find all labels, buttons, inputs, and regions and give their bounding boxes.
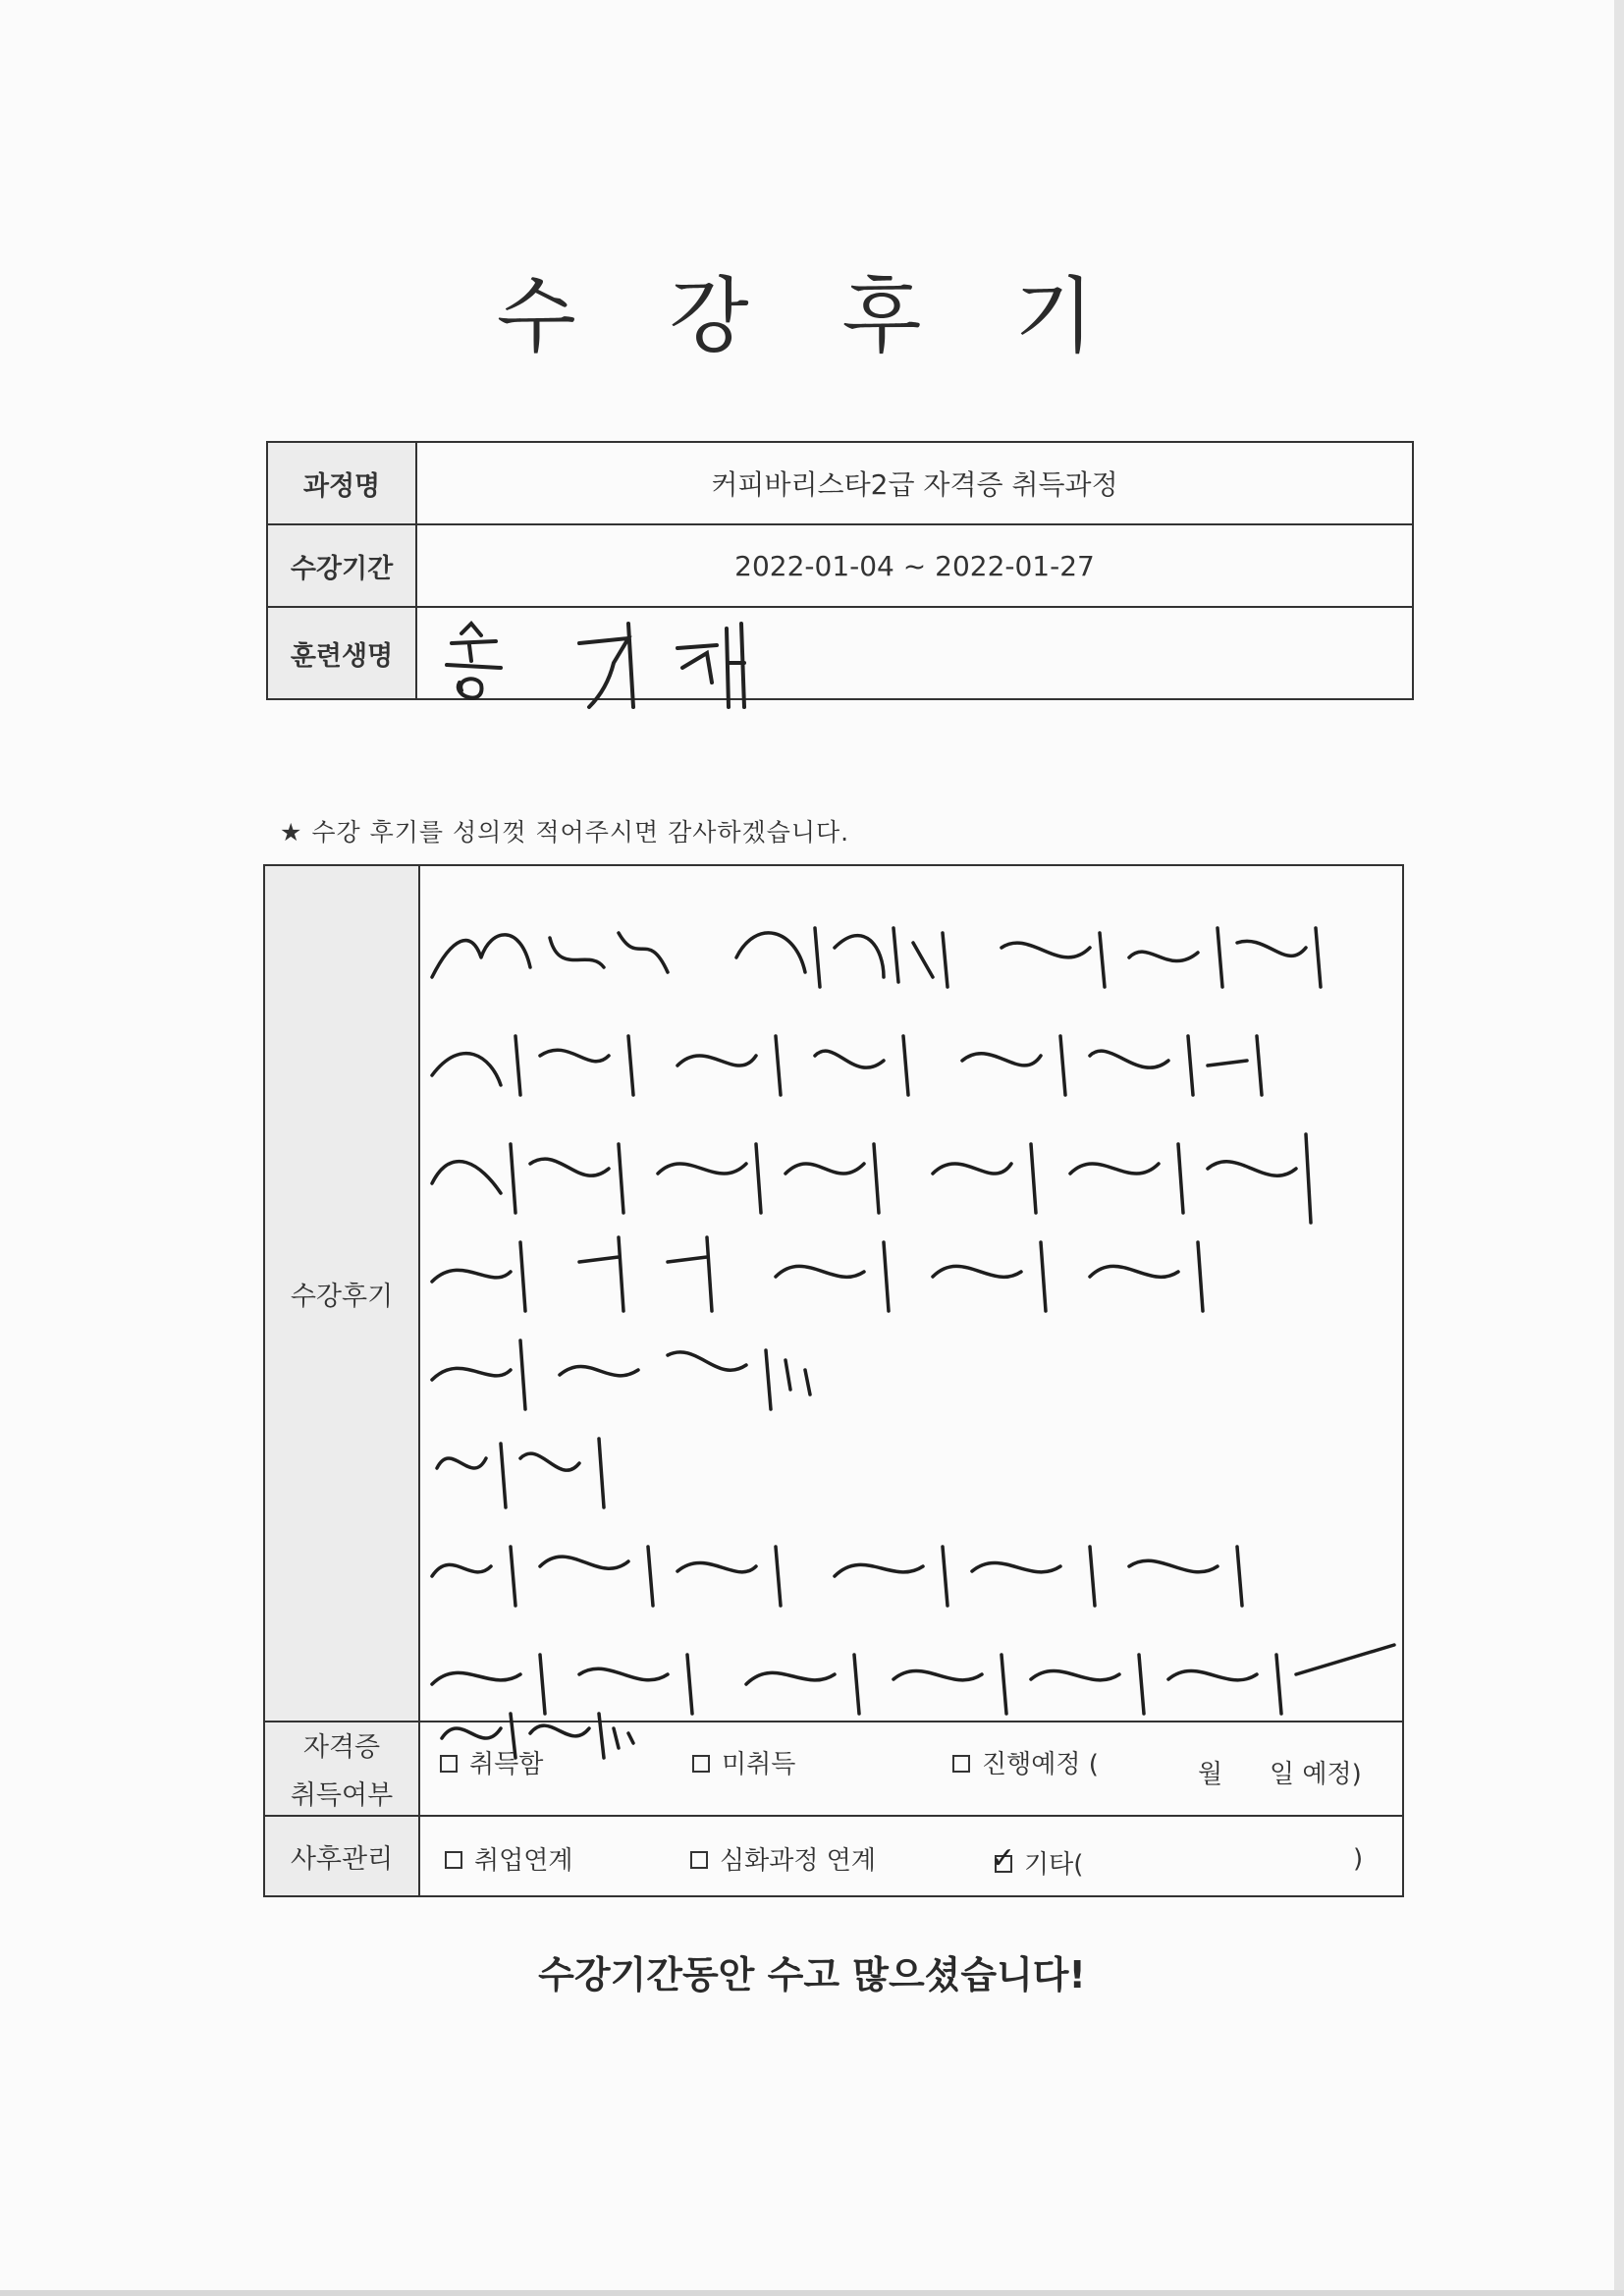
checkbox-job-link[interactable] bbox=[445, 1851, 462, 1869]
review-content-cell bbox=[419, 865, 1403, 1722]
aftercare-label: 사후관리 bbox=[264, 1816, 419, 1896]
option-job-link-label: 취업연계 bbox=[474, 1846, 573, 1876]
review-label: 수강후기 bbox=[264, 865, 419, 1722]
certificate-options bbox=[419, 1722, 1403, 1816]
course-period: 2022-01-04 ~ 2022-01-27 bbox=[416, 524, 1413, 607]
footer-message: 수강기간동안 수고 많으셨습니다! bbox=[538, 1953, 1086, 1996]
option-advanced-course[interactable] bbox=[690, 1840, 876, 1877]
check-mark-icon: ✓ bbox=[991, 1840, 1016, 1876]
trainee-signature-cell bbox=[416, 607, 1413, 699]
day-planned-label: 일 예정) bbox=[1270, 1760, 1362, 1789]
option-other-label: 기타( bbox=[1024, 1850, 1084, 1880]
aftercare-options bbox=[419, 1816, 1403, 1896]
option-in-progress[interactable] bbox=[952, 1744, 1099, 1780]
option-job-link[interactable] bbox=[445, 1840, 572, 1877]
option-acquired-label: 취득함 bbox=[469, 1750, 544, 1779]
course-label: 과정명 bbox=[267, 442, 416, 524]
option-not-acquired-label: 미취득 bbox=[722, 1750, 796, 1779]
option-advanced-course-label: 심화과정 연계 bbox=[720, 1846, 876, 1876]
checkbox-advanced-course[interactable] bbox=[690, 1851, 708, 1869]
notice-text: ★ 수강 후기를 성의껏 적어주시면 감사하겠습니다. bbox=[280, 818, 850, 847]
checkbox-acquired[interactable] bbox=[440, 1755, 458, 1773]
checkbox-not-acquired[interactable] bbox=[692, 1755, 710, 1773]
month-label: 월 bbox=[1198, 1760, 1223, 1789]
other-close-paren: ) bbox=[1353, 1844, 1364, 1874]
review-table bbox=[263, 864, 1404, 1897]
course-info-table bbox=[266, 441, 1414, 700]
option-acquired[interactable] bbox=[440, 1744, 543, 1780]
checkbox-in-progress[interactable] bbox=[952, 1755, 970, 1773]
option-in-progress-label: 진행예정 ( bbox=[982, 1750, 1099, 1779]
period-label: 수강기간 bbox=[267, 524, 416, 607]
certificate-label-line1: 자격증 bbox=[302, 1732, 381, 1763]
certificate-label-line2: 취득여부 bbox=[290, 1780, 394, 1811]
checkbox-other[interactable] bbox=[991, 1840, 1016, 1876]
course-name: 커피바리스타2급 자격증 취득과정 bbox=[416, 442, 1413, 524]
certificate-label bbox=[264, 1722, 419, 1816]
trainee-label: 훈련생명 bbox=[267, 607, 416, 699]
option-not-acquired[interactable] bbox=[692, 1744, 795, 1780]
page-title: 수 강 후 기 bbox=[496, 268, 1128, 364]
scan-edge-bottom bbox=[0, 2290, 1624, 2296]
option-other[interactable] bbox=[991, 1840, 1084, 1881]
